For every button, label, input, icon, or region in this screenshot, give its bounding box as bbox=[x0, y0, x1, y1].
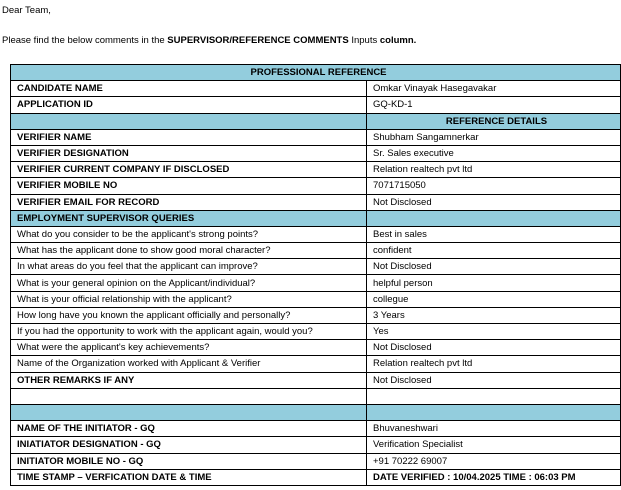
query-answer: Yes bbox=[367, 324, 621, 340]
application-value: GQ-KD-1 bbox=[367, 97, 621, 113]
verifier-label: VERIFIER CURRENT COMPANY IF DISCLOSED bbox=[11, 162, 367, 178]
greeting-text: Dear Team, bbox=[2, 5, 51, 16]
query-question: What do you consider to be the applicant's strong points? bbox=[11, 226, 367, 242]
application-label: APPLICATION ID bbox=[11, 97, 367, 113]
candidate-label: CANDIDATE NAME bbox=[11, 81, 367, 97]
reference-details-row bbox=[11, 113, 621, 129]
query-answer: helpful person bbox=[367, 275, 621, 291]
verifier-value: Shubham Sangamnerkar bbox=[367, 129, 621, 145]
initiator-value: Verification Specialist bbox=[367, 437, 621, 453]
verifier-value: Sr. Sales executive bbox=[367, 145, 621, 161]
other-remarks-value: Not Disclosed bbox=[367, 372, 621, 388]
verifier-row bbox=[11, 145, 621, 161]
queries-header: EMPLOYMENT SUPERVISOR QUERIES bbox=[11, 210, 367, 226]
intro-prefix: Please find the below comments in the bbox=[2, 35, 168, 46]
query-answer: Best in sales bbox=[367, 226, 621, 242]
query-row bbox=[11, 226, 621, 242]
queries-header-spacer bbox=[367, 210, 621, 226]
initiator-row bbox=[11, 453, 621, 469]
verifier-row bbox=[11, 129, 621, 145]
application-row bbox=[11, 97, 621, 113]
other-remarks-row bbox=[11, 372, 621, 388]
query-answer: collegue bbox=[367, 291, 621, 307]
query-row bbox=[11, 340, 621, 356]
intro-bold-column: column. bbox=[379, 35, 417, 46]
initiator-value: Bhuvaneshwari bbox=[367, 421, 621, 437]
query-answer: Not Disclosed bbox=[367, 259, 621, 275]
query-answer: Not Disclosed bbox=[367, 340, 621, 356]
separator-cell bbox=[367, 404, 621, 420]
verifier-label: VERIFIER EMAIL FOR RECORD bbox=[11, 194, 367, 210]
table-title: PROFESSIONAL REFERENCE bbox=[11, 65, 621, 81]
query-row bbox=[11, 307, 621, 323]
reference-details-header: REFERENCE DETAILS bbox=[367, 113, 621, 129]
candidate-value: Omkar Vinayak Hasegavakar bbox=[367, 81, 621, 97]
query-row bbox=[11, 259, 621, 275]
separator-cell bbox=[11, 404, 367, 420]
separator-row bbox=[11, 404, 621, 420]
query-question: What is your general opinion on the Applicant/individual? bbox=[11, 275, 367, 291]
query-question: How long have you known the applicant officially and personally? bbox=[11, 307, 367, 323]
professional-reference-table bbox=[10, 64, 621, 486]
query-question: What were the applicant's key achievements? bbox=[11, 340, 367, 356]
query-question: If you had the opportunity to work with the applicant again, would you? bbox=[11, 324, 367, 340]
timestamp-label: TIME STAMP – VERFICATION DATE & TIME bbox=[11, 469, 367, 485]
verifier-value: Not Disclosed bbox=[367, 194, 621, 210]
initiator-row bbox=[11, 437, 621, 453]
reference-details-spacer bbox=[11, 113, 367, 129]
intro-middle: Inputs bbox=[348, 35, 380, 46]
query-question: What has the applicant done to show good moral character? bbox=[11, 243, 367, 259]
queries-header-row bbox=[11, 210, 621, 226]
timestamp-row bbox=[11, 469, 621, 485]
initiator-value: +91 70222 69007 bbox=[367, 453, 621, 469]
query-question: What is your official relationship with the applicant? bbox=[11, 291, 367, 307]
query-row bbox=[11, 275, 621, 291]
query-answer: 3 Years bbox=[367, 307, 621, 323]
intro-text bbox=[2, 35, 416, 47]
verifier-value: 7071715050 bbox=[367, 178, 621, 194]
title-row bbox=[11, 65, 621, 81]
query-row bbox=[11, 356, 621, 372]
blank-row bbox=[11, 388, 621, 404]
timestamp-value: DATE VERIFIED : 10/04.2025 TIME : 06:03 PM bbox=[367, 469, 621, 485]
verifier-value: Relation realtech pvt ltd bbox=[367, 162, 621, 178]
initiator-label: NAME OF THE INITIATOR - GQ bbox=[11, 421, 367, 437]
initiator-label: INIATIATOR DESIGNATION - GQ bbox=[11, 437, 367, 453]
initiator-row bbox=[11, 421, 621, 437]
blank-cell bbox=[11, 388, 367, 404]
initiator-label: INITIATOR MOBILE NO - GQ bbox=[11, 453, 367, 469]
verifier-row bbox=[11, 178, 621, 194]
verifier-row bbox=[11, 162, 621, 178]
verifier-label: VERIFIER NAME bbox=[11, 129, 367, 145]
query-row bbox=[11, 324, 621, 340]
query-question: Name of the Organization worked with Applicant & Verifier bbox=[11, 356, 367, 372]
query-question: In what areas do you feel that the applicant can improve? bbox=[11, 259, 367, 275]
blank-cell bbox=[367, 388, 621, 404]
query-answer: confident bbox=[367, 243, 621, 259]
candidate-row bbox=[11, 81, 621, 97]
verifier-label: VERIFIER DESIGNATION bbox=[11, 145, 367, 161]
verifier-label: VERIFIER MOBILE NO bbox=[11, 178, 367, 194]
other-remarks-label: OTHER REMARKS IF ANY bbox=[11, 372, 367, 388]
verifier-row bbox=[11, 194, 621, 210]
query-answer: Relation realtech pvt ltd bbox=[367, 356, 621, 372]
query-row bbox=[11, 243, 621, 259]
query-row bbox=[11, 291, 621, 307]
intro-bold-comments: SUPERVISOR/REFERENCE COMMENTS bbox=[167, 35, 349, 46]
